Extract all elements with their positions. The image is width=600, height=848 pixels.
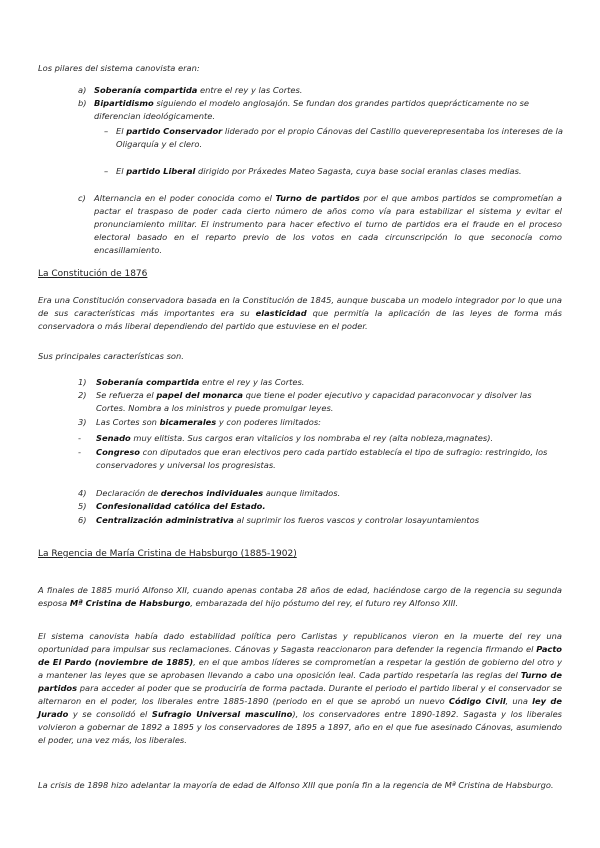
regency-paragraph-1: A finales de 1885 murió Alfonso XII, cuando apenas contaba 28 años de edad, haciéndose cargo de la regencia su segunda esposa Mª Cristina de Habsburgo, embarazada del hijo póstumo del rey, el futuro rey Alfonso XIII. [38, 585, 562, 608]
constitution-paragraph: Era una Constitución conservadora basada en la Constitución de 1845, aunque buscaba un modelo integrador por lo que una de sus características más importantes era su elasticidad que permitía la aplicación de las leyes de forma más conservadora o más liberal dependiendo del partido que estuviese en el poder. [38, 295, 562, 331]
regency-paragraph-3: La crisis de 1898 hizo adelantar la mayoría de edad de Alfonso XIII que ponía fin a la regencia de Mª Cristina de Habsburgo. [38, 780, 554, 790]
regency-paragraph-2: El sistema canovista había dado estabilidad política pero Carlistas y republicanos vieron en la muerte del rey una oportunidad para impulsar sus reclamaciones. Cánovas y Sagasta reaccionaron para defender la regencia firmando el Pacto de El Pardo (noviembre de 1885), en el que ambos líderes se comprometían a respetar la gestión de gobierno del otro y a mantener las leyes que se aprobasen llevando a cabo una oposición leal. Cada partido respetaría las reglas del Turno de partidos para acceder al poder que se produciría de forma pactada. Durante el periodo el partido liberal y el conservador se alternaron en el poder, los liberales entre 1885-1890 (periodo en el que se aprobó un nuevo Código Civil, una ley de Jurado y se consolidó el Sufragio Universal masculino), los conservadores entre 1890-1892. Sagasta y los liberales volvieron a gobernar de 1892 a 1895 y los conservadores de 1895 a 1897, año en el que fue asesinado Cánovas, asumiendo el poder, una vez más, los liberales. [38, 631, 563, 745]
regency-heading: La Regencia de María Cristina de Habsburgo (1885-1902) [38, 549, 297, 559]
constitution-heading: La Constitución de 1876 [38, 269, 148, 279]
pillars-intro: Los pilares del sistema canovista eran: [38, 63, 200, 73]
document-page: Los pilares del sistema canovista eran: a) Soberanía compartida entre el rey y las Cortes. b) Bipartidismo siguiendo el modelo anglosajón. Se fundan dos grandes partidos queprácticamente no se diferencian ideológicamente. – El partido Conservador liderado por el propio Cánovas del Castillo queverepresentaba los intereses de la Oligarquía y el clero. – El partido Liberal dirigido por Práxedes Mateo Sagasta, cuya base social eranlas clases medias. c) Alternancia en el poder conocida como el Turno de partidos por el que ambos partidos se comprometían a pactar el traspaso de poder cada cierto número de años como vía para estabilizar el sistema y evitar el pronunciamiento militar. El instrumento para hacer efectivo el turno de partidos era el fraude en el proceso electoral basado en el reparto previo de los votos en cada circunscripción lo que seconocía como encasillamiento. La Constitución de 1876 Era una Constitución conservadora basada en la Constitución de 1845, aunque buscaba un modelo integrador por lo que una de sus características más importantes era su elasticidad que permitía la aplicación de las leyes de forma más conservadora o más liberal dependiendo del partido que estuviese en el poder. Sus principales características son. 1) Soberanía compartida entre el rey y las Cortes. 2) Se refuerza el papel del monarca que tiene el poder ejecutivo y capacidad paraconvocar y disolver las Cortes. Nombra a los ministros y puede promulgar leyes. 3) Las Cortes son bicamerales y con poderes limitados: - Senado muy elitista. Sus cargos eran vitalicios y los nombraba el rey (alta nobleza,magnates). - Congreso con diputados que eran electivos pero cada partido establecía el tipo de sufragio: restringido, los conservadores y universal los progresistas. 4) Declaración de derechos individuales aunque limitados. 5) Confesionalidad católica del Estado. 6) Centralización administrativa al suprimir los fueros vascos y controlar losayuntamientos La Regencia de María Cristina de Habsburgo (1885-1902) A finales de 1885 murió Alfonso XII, cuando apenas contaba 28 años de edad, haciéndose cargo de la regencia su segunda esposa Mª Cristina de Habsburgo, embarazada del hijo póstumo del rey, el futuro rey Alfonso XIII. El sistema canovista había dado estabilidad política pero Carlistas y republicanos vieron en la muerte del rey una oportunidad para impulsar sus reclamaciones. Cánovas y Sagasta reaccionaron para defender la regencia firmando el Pacto de El Pardo (noviembre de 1885), en el que ambos líderes se comprometían a respetar la gestión de gobierno del otro y a mantener las leyes que se aprobasen llevando a cabo una oposición leal. Cada partido respetaría las reglas del Turno de partidos para acceder al poder que se produciría de forma pactada. Durante el periodo el partido liberal y el conservador se alternaron en el poder, los liberales entre 1885-1890 (periodo en el que se aprobó un nuevo Código Civil, una ley de Jurado y se consolidó el Sufragio Universal masculino), los conservadores entre 1890-1892. Sagasta y los liberales volvieron a gobernar de 1892 a 1895 y los conservadores de 1895 a 1897, año en el que fue asesinado Cánovas, asumiendo el poder, una vez más, los liberales. La crisis de 1898 hizo adelantar la mayoría de edad de Alfonso XIII que ponía fin a la regencia de Mª Cristina de Habsburgo. [38, 63, 563, 790]
characteristics-intro: Sus principales características son. [38, 351, 184, 361]
